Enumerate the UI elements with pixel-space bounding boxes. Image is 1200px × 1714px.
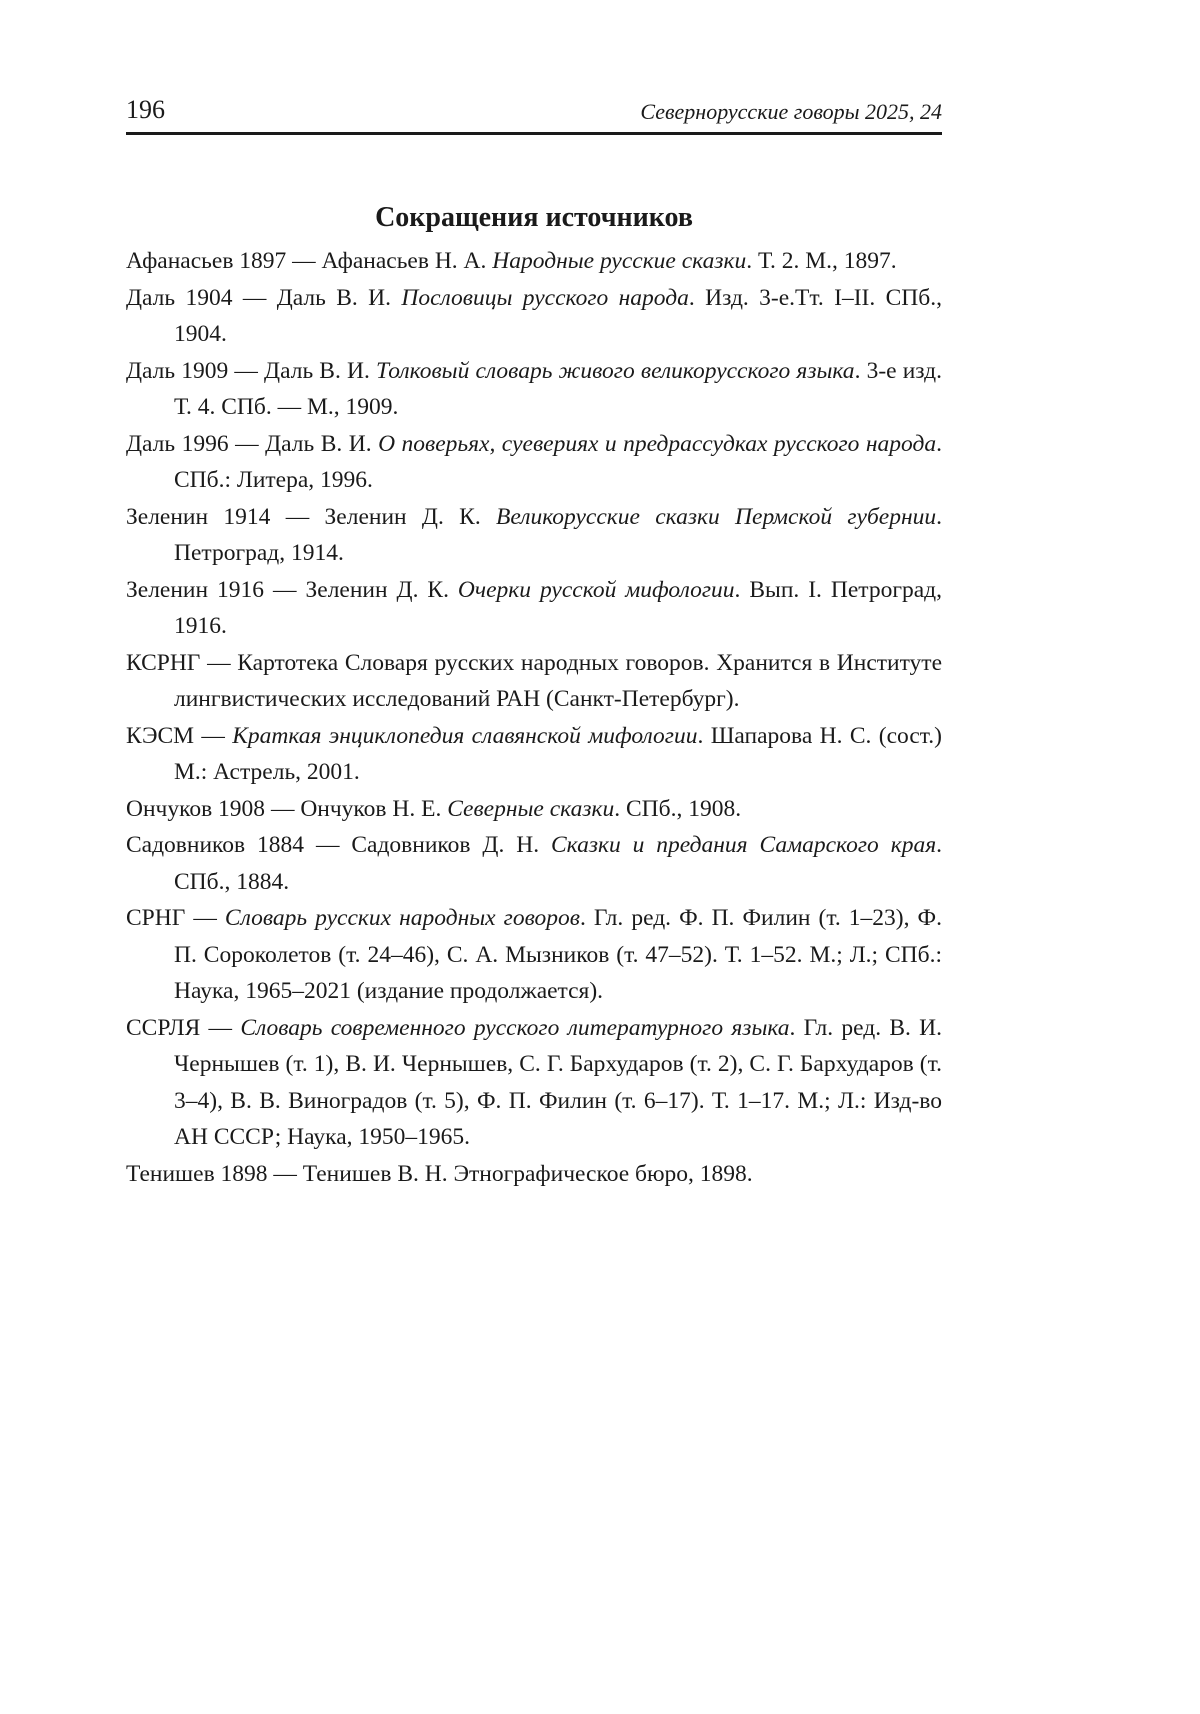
entry-title: Словарь современного русского литературного языка bbox=[240, 1014, 790, 1041]
entry-details: . Изд. 3-е.Тт. I–II. СПб., 1904. bbox=[174, 284, 942, 347]
entry-dash: — bbox=[265, 795, 301, 822]
page-number: 196 bbox=[126, 95, 165, 124]
entry-title: О поверьях, суевериях и предрассудках русского народа bbox=[378, 430, 937, 457]
source-entry bbox=[126, 827, 942, 900]
source-entry bbox=[126, 1156, 942, 1193]
entry-author: Зеленин Д. К. bbox=[324, 503, 496, 530]
entry-author: Даль В. И. bbox=[265, 430, 379, 457]
entry-author: Ончуков Н. Е. bbox=[300, 795, 448, 822]
source-entry bbox=[126, 280, 942, 353]
entry-dash: — bbox=[228, 430, 266, 457]
entry-dash: — bbox=[270, 503, 325, 530]
source-entry bbox=[126, 900, 942, 1010]
entry-dash: — bbox=[200, 1014, 241, 1041]
entry-title: Народные русские сказки bbox=[492, 248, 747, 274]
source-entry bbox=[126, 791, 942, 828]
entry-details: Картотека Словаря русских народных говоров. Хранится в Институте лингвистических исследований РАН (Санкт-Петербург). bbox=[174, 649, 943, 712]
entry-details: . СПб.: Литера, 1996. bbox=[174, 430, 942, 493]
entry-author: Даль В. И. bbox=[276, 284, 402, 311]
source-entry bbox=[126, 353, 942, 426]
entry-details: . Вып. I. Петроград, 1916. bbox=[174, 576, 942, 639]
entry-author: Зеленин Д. К. bbox=[305, 576, 458, 603]
entry-author: Тенишев В. Н. bbox=[302, 1160, 454, 1187]
entry-dash: — bbox=[267, 1160, 303, 1187]
entry-abbreviation: Тенишев 1898 bbox=[126, 1160, 268, 1187]
entry-details: . Т. 2. М., 1897. bbox=[746, 248, 897, 274]
entry-abbreviation: КЭСМ bbox=[126, 722, 195, 749]
entry-dash: — bbox=[304, 832, 352, 858]
entry-abbreviation: Даль 1904 bbox=[126, 284, 233, 311]
entry-abbreviation: Даль 1909 bbox=[126, 357, 229, 384]
entry-abbreviation: КСРНГ bbox=[126, 649, 201, 676]
entry-author: Садовников Д. Н. bbox=[351, 832, 551, 858]
entry-title: Толковый словарь живого великорусского языка bbox=[375, 357, 855, 384]
entry-details: . Петроград, 1914. bbox=[174, 503, 943, 566]
entry-dash: — bbox=[232, 284, 277, 311]
section-title: Сокращения источников bbox=[375, 202, 693, 233]
entry-abbreviation: Даль 1996 bbox=[126, 430, 229, 457]
entry-dash: — bbox=[200, 649, 238, 676]
running-title: Севернорусские говоры 2025, 24 bbox=[640, 99, 942, 124]
entry-dash: — bbox=[194, 722, 233, 749]
entry-abbreviation: Садовников 1884 bbox=[126, 832, 305, 858]
entry-title: Краткая энциклопедия славянской мифологии bbox=[232, 722, 698, 749]
entry-dash: — bbox=[286, 248, 322, 274]
entry-dash: — bbox=[228, 357, 265, 384]
entry-details: . СПб., 1908. bbox=[614, 795, 742, 822]
entry-title: Пословицы русского народа bbox=[401, 284, 689, 311]
entry-abbreviation: Зеленин 1914 bbox=[126, 503, 271, 530]
source-entry bbox=[126, 572, 942, 645]
source-entry bbox=[126, 243, 942, 280]
entry-details: . 3-е изд. Т. 4. СПб. — М., 1909. bbox=[174, 357, 942, 420]
entry-title: Очерки русской мифологии bbox=[457, 576, 735, 603]
entry-abbreviation: ССРЛЯ bbox=[126, 1014, 201, 1041]
entry-title: Великорусские сказки Пермской губернии bbox=[496, 503, 937, 530]
entry-author: Афанасьев Н. А. bbox=[321, 248, 493, 274]
entry-details: . Гл. ред. В. И. Чернышев (т. 1), В. И. Чернышев, С. Г. Бархударов (т. 2), С. Г. Бархударов (т. 3–4), В. В. Виноградов (т. 5), Ф. П. Филин (т. 6–17). Т. 1–17. М.; Л.: Изд-во АН СССР; Наука, 1950–1965. bbox=[174, 1014, 942, 1150]
entry-dash: — bbox=[185, 905, 225, 931]
entry-dash: — bbox=[264, 576, 306, 603]
source-entry bbox=[126, 718, 942, 791]
entry-abbreviation: Ончуков 1908 bbox=[126, 795, 266, 822]
entry-title: Словарь русских народных говоров bbox=[224, 905, 580, 931]
source-entry bbox=[126, 645, 942, 718]
entry-title: Северные сказки bbox=[447, 795, 615, 822]
source-entry bbox=[126, 1010, 942, 1156]
source-abbreviations-list bbox=[126, 243, 942, 1192]
source-entry bbox=[126, 426, 942, 499]
entry-details: Этнографическое бюро, 1898. bbox=[453, 1160, 753, 1187]
entry-author: Даль В. И. bbox=[264, 357, 376, 384]
page-header bbox=[126, 92, 942, 135]
entry-details: . Гл. ред. Ф. П. Филин (т. 1–23), Ф. П. Сороколетов (т. 24–46), С. А. Мызников (т. 47–52). Т. 1–52. М.; Л.; СПб.: Наука, 1965–2021 (издание продолжается). bbox=[174, 905, 943, 1004]
entry-abbreviation: СРНГ bbox=[126, 905, 186, 931]
entry-details: . СПб., 1884. bbox=[174, 832, 942, 895]
source-entry bbox=[126, 499, 942, 572]
entry-abbreviation: Зеленин 1916 bbox=[126, 576, 265, 603]
entry-abbreviation: Афанасьев 1897 bbox=[126, 248, 287, 274]
entry-title: Сказки и предания Самарского края bbox=[550, 832, 937, 858]
entry-details: . Шапарова Н. С. (сост.) М.: Астрель, 2001. bbox=[174, 722, 942, 785]
